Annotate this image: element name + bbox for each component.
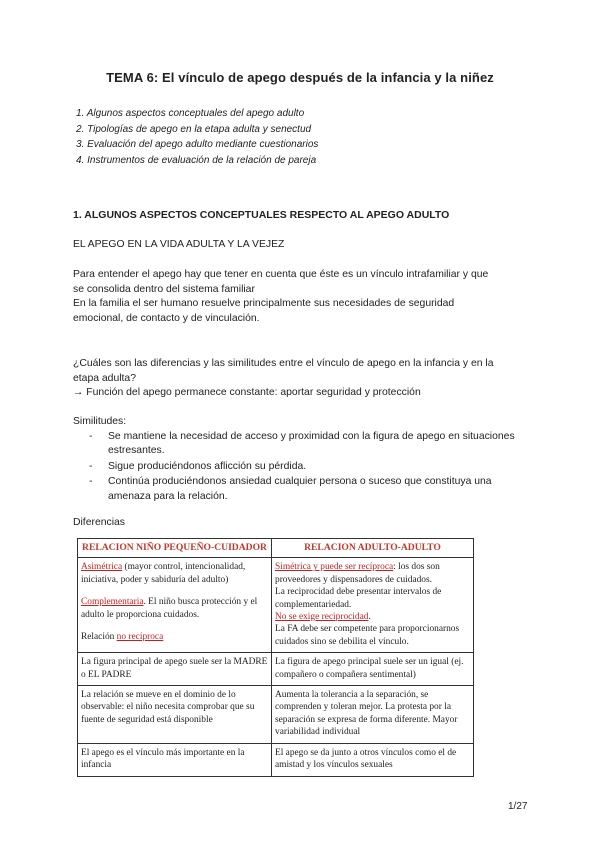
toc-item: 1. Algunos aspectos conceptuales del apego adulto <box>76 108 305 119</box>
list-item: - Sigue produciéndonos aflicción su pérdida. <box>89 460 519 474</box>
intro-line: Para entender el apego hay que tener en cuenta que éste es un vínculo intrafamiliar y que <box>73 269 489 280</box>
spacer <box>81 586 268 596</box>
question-paragraph <box>73 357 533 401</box>
highlight-text: Complementaria <box>81 597 144 608</box>
header-adult-adult: RELACION ADULTO-ADULTO <box>272 539 474 558</box>
highlight-text: Asimétrica <box>81 562 123 573</box>
table-row <box>78 558 474 653</box>
cell-text: La FA debe ser competente para proporcionarnos cuidados sino se debilita el vínculo. <box>275 624 460 647</box>
question-line: etapa adulta? <box>73 372 136 384</box>
toc-item: 2. Tipologías de apego en la etapa adulta y senectud <box>76 123 312 135</box>
highlight-text: Simétrica y puede ser recíproca <box>275 562 394 573</box>
toc-item: 3. Evaluación del apego adulto mediante cuestionarios <box>76 139 319 150</box>
section-heading: 1. ALGUNOS ASPECTOS CONCEPTUALES RESPECTO AL APEGO ADULTO <box>73 209 450 221</box>
cell-text: La reciprocidad debe presentar intervalos de complementariedad. <box>275 587 442 610</box>
intro-paragraph-1 <box>73 268 533 297</box>
similitudes-list <box>89 430 519 505</box>
table-row <box>78 743 474 776</box>
highlight-text: No se exige reciprocidad <box>275 612 369 623</box>
table-row <box>78 686 474 744</box>
diferencias-label: Diferencias <box>73 517 125 528</box>
cell-text: . El niño busca protección y el adulto le proporciona cuidados. <box>81 597 258 620</box>
question-line: ¿Cuáles son las diferencias y las similitudes entre el vínculo de apego en la infancia y en la <box>73 358 494 369</box>
spacer <box>81 621 268 631</box>
header-child-caregiver: RELACION NIÑO PEQUEÑO-CUIDADOR <box>78 539 272 558</box>
table-cell: El apego se da junto a otros vínculos como el de amistad y los vínculos sexuales <box>272 743 474 776</box>
table-cell: El apego es el vínculo más importante en la infancia <box>78 743 272 776</box>
cell-text: (mayor control, intencionalidad, iniciativa, poder y sabiduría del adulto) <box>81 562 246 585</box>
intro-line: En la familia el ser humano resuelve principalmente sus necesidades de seguridad <box>73 298 455 309</box>
cell-text: . <box>368 612 371 623</box>
cell-text: Relación <box>81 632 117 643</box>
table-cell: Aumenta la tolerancia a la separación, se comprenden y toleran mejor. La protesta por la separación se expresa de forma diferente. Mayor variabilidad individual <box>272 686 474 744</box>
differences-table <box>77 538 474 777</box>
function-line: → Función del apego permanece constante: aportar seguridad y protección <box>73 387 421 398</box>
similitudes-label: Similitudes: <box>73 416 127 427</box>
highlight-text: no recíproca <box>116 632 164 643</box>
table-header-row <box>78 539 474 558</box>
list-item: - Se mantiene la necesidad de acceso y proximidad con la figura de apego en situaciones estresantes. <box>89 430 519 459</box>
subheading: EL APEGO EN LA VIDA ADULTA Y LA VEJEZ <box>73 239 285 250</box>
table-cell <box>272 558 474 653</box>
list-item: - Continúa produciéndonos ansiedad cualquier persona o suceso que constituya una amenaza para la relación. <box>89 475 519 504</box>
page-number: 1/27 <box>508 801 528 812</box>
table-cell: La figura de apego principal suele ser un igual (ej. compañero o compañera sentimental) <box>272 653 474 686</box>
document-title: TEMA 6: El vínculo de apego después de la infancia y la niñez <box>106 70 494 85</box>
intro-paragraph-2 <box>73 297 533 326</box>
cell-text: : los dos son proveedores y dispensadores de cuidados. <box>275 562 440 585</box>
toc-item: 4. Instrumentos de evaluación de la relación de pareja <box>76 154 317 166</box>
intro-line: emocional, de contacto y de vinculación. <box>73 312 260 324</box>
table-cell: La relación se mueve en el dominio de lo observable: el niño necesita comprobar que su fuente de seguridad está disponible <box>78 686 272 744</box>
table-cell <box>78 558 272 653</box>
intro-line: se consolida dentro del sistema familiar <box>73 283 255 295</box>
table-cell: La figura principal de apego suele ser la MADRE o EL PADRE <box>78 653 272 686</box>
table-row <box>78 653 474 686</box>
table-of-contents <box>76 106 318 168</box>
